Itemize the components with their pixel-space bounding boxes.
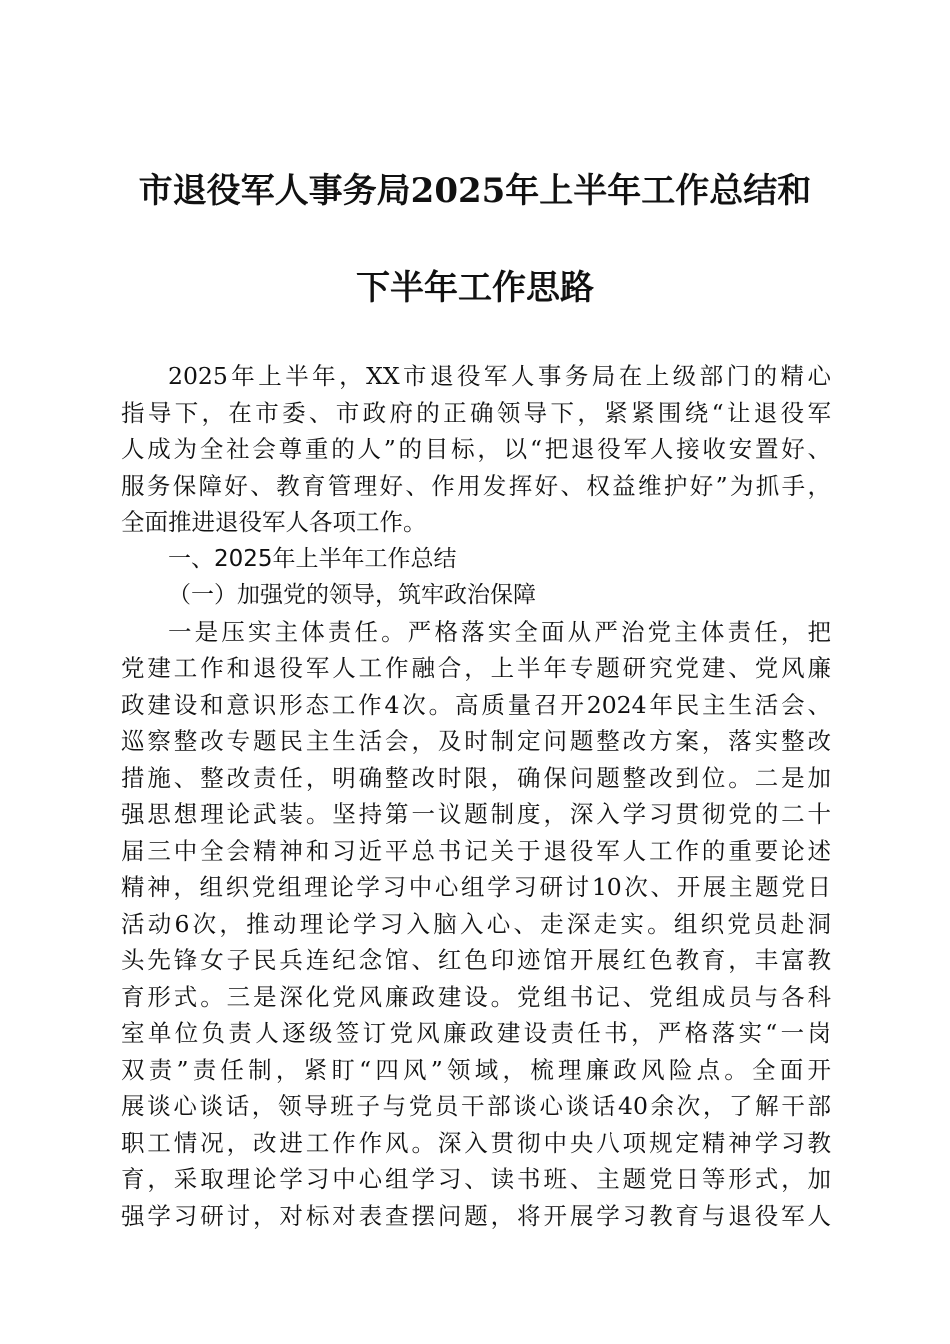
paragraph-2-line: 措施、整改责任，明确整改时限，确保问题整改到位。二是加 <box>121 763 831 792</box>
paragraph-2-line: 头先锋女子民兵连纪念馆、红色印迹馆开展红色教育，丰富教 <box>121 946 831 974</box>
paragraph-2-line: 活动6次，推动理论学习入脑入心、走深走实。组织党员赴洞 <box>121 909 831 938</box>
paragraph-2-line: 双责”责任制，紧盯“四风”领域，梳理廉政风险点。全面开 <box>121 1055 831 1084</box>
document-title-line-1: 市退役军人事务局2025年上半年工作总结和 <box>138 171 812 211</box>
paragraph-2-line: 室单位负责人逐级签订党风廉政建设责任书，严格落实“一岗 <box>121 1019 831 1047</box>
paragraph-1-line: 服务保障好、教育管理好、作用发挥好、权益维护好”为抓手， <box>121 471 831 500</box>
paragraph-1-line: 指导下，在市委、市政府的正确领导下，紧紧围绕“让退役军 <box>121 398 831 427</box>
section-heading-2: （一）加强党的领导，筑牢政治保障 <box>168 582 536 608</box>
paragraph-2-line: 政建设和意识形态工作4次。高质量召开2024年民主生活会、 <box>121 690 831 719</box>
paragraph-2-line: 强思想理论武装。坚持第一议题制度，深入学习贯彻党的二十 <box>121 800 831 828</box>
paragraph-1-line: 2025年上半年，XX市退役军人事务局在上级部门的精心 <box>168 362 831 390</box>
paragraph-2-line: 届三中全会精神和习近平总书记关于退役军人工作的重要论述 <box>121 836 831 865</box>
paragraph-1-line: 人成为全社会尊重的人”的目标，以“把退役军人接收安置好、 <box>121 435 831 463</box>
paragraph-2-line: 育形式。三是深化党风廉政建设。党组书记、党组成员与各科 <box>121 982 831 1011</box>
paragraph-2-line: 巡察整改专题民主生活会，及时制定问题整改方案，落实整改 <box>121 727 831 755</box>
paragraph-2-line: 精神，组织党组理论学习中心组学习研讨10次、开展主题党日 <box>121 873 831 901</box>
paragraph-2-line: 一是压实主体责任。严格落实全面从严治党主体责任，把 <box>168 617 831 646</box>
paragraph-2-line: 职工情况，改进工作作风。深入贯彻中央八项规定精神学习教 <box>121 1128 831 1157</box>
paragraph-1-line: 全面推进退役军人各项工作。 <box>121 508 427 536</box>
document-body <box>121 358 831 1234</box>
document-title-line-2: 下半年工作思路 <box>356 268 594 308</box>
paragraph-2-line: 强学习研讨，对标对表查摆问题，将开展学习教育与退役军人 <box>121 1201 831 1230</box>
section-heading-1: 一、2025年上半年工作总结 <box>168 545 457 572</box>
paragraph-2-line: 党建工作和退役军人工作融合，上半年专题研究党建、党风廉 <box>121 654 831 682</box>
paragraph-2-line: 育，采取理论学习中心组学习、读书班、主题党日等形式，加 <box>121 1165 831 1193</box>
paragraph-2-line: 展谈心谈话，领导班子与党员干部谈心谈话40余次，了解干部 <box>121 1092 831 1120</box>
